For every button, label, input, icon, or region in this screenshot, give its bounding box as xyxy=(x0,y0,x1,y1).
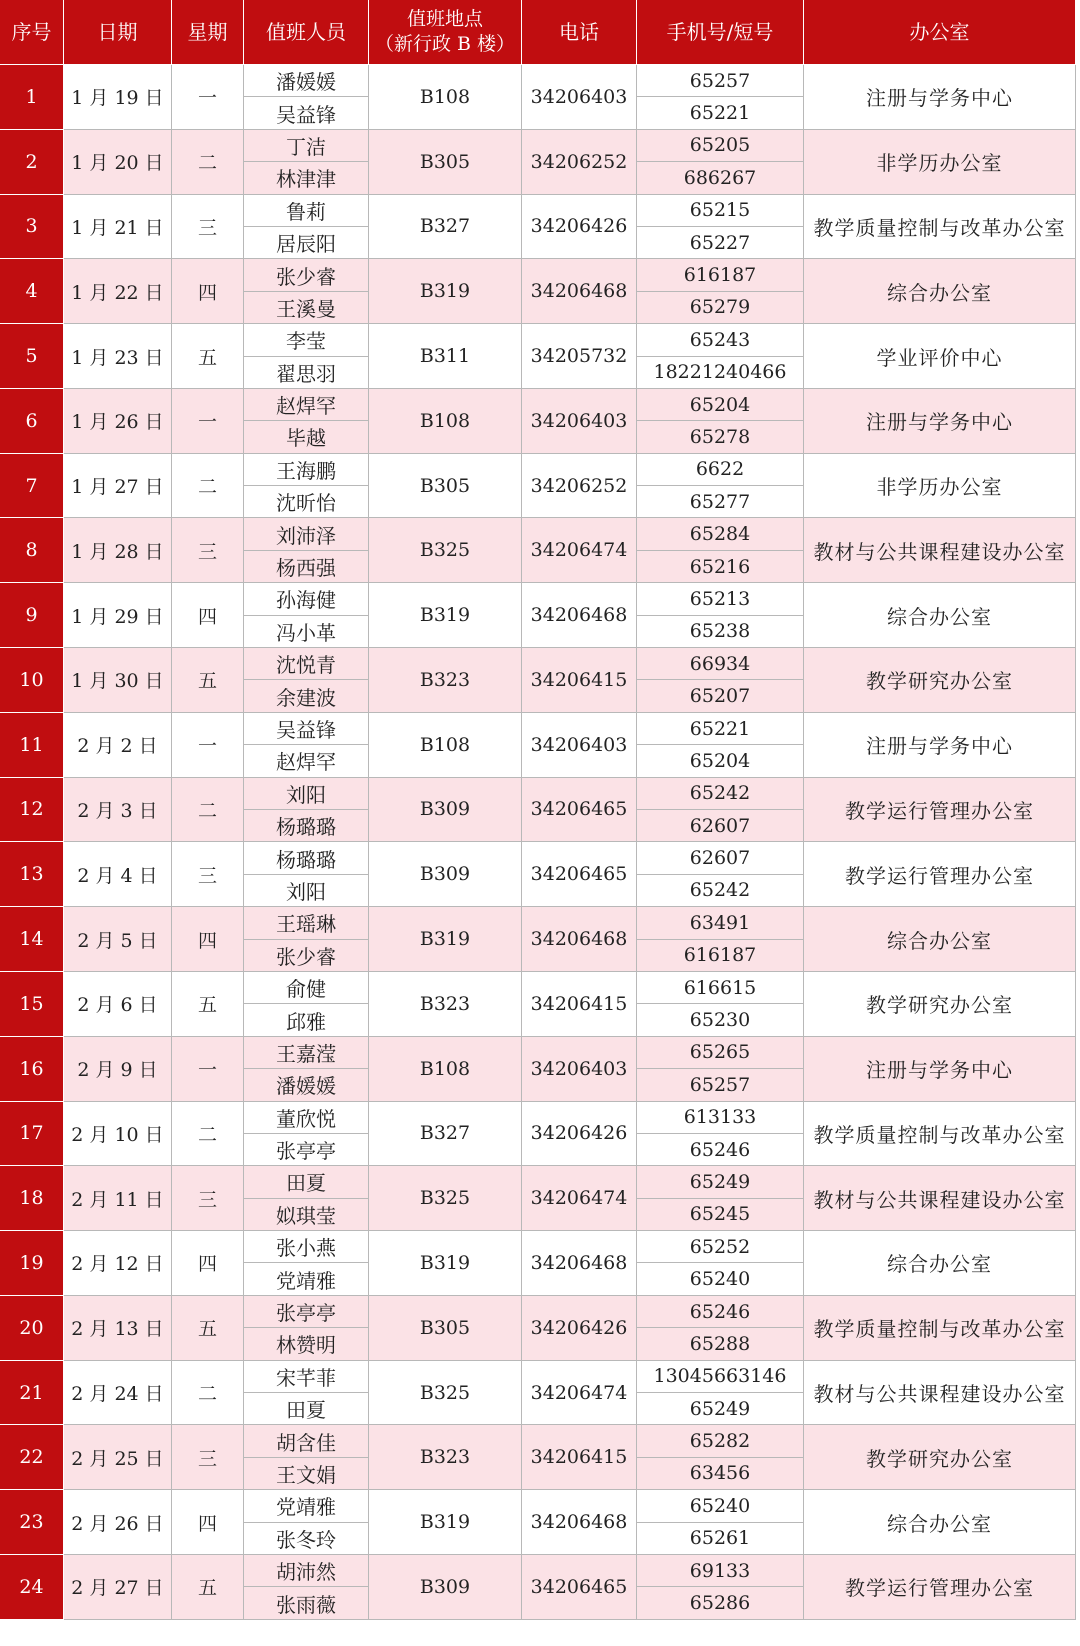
row-weekday: 三 xyxy=(172,518,244,583)
header-weekday: 星期 xyxy=(172,0,244,65)
row-staff-1: 孙海健 xyxy=(244,583,369,615)
row-weekday: 四 xyxy=(172,259,244,324)
row-date: 2 月 9 日 xyxy=(64,1037,172,1102)
header-location-line2: （新行政 B 楼） xyxy=(374,33,516,55)
row-staff-1: 俞健 xyxy=(244,972,369,1004)
row-location: B309 xyxy=(369,842,522,907)
row-phone: 34206468 xyxy=(522,259,637,324)
row-staff-1: 张亭亭 xyxy=(244,1296,369,1328)
row-mobile-1: 616187 xyxy=(637,259,804,291)
row-location: B108 xyxy=(369,1037,522,1102)
row-location: B319 xyxy=(369,1490,522,1555)
row-office: 综合办公室 xyxy=(804,259,1076,324)
row-office: 注册与学务中心 xyxy=(804,1037,1076,1102)
row-phone: 34206474 xyxy=(522,518,637,583)
row-staff-2: 张冬玲 xyxy=(244,1523,369,1555)
row-staff-2: 田夏 xyxy=(244,1393,369,1425)
row-mobile-2: 616187 xyxy=(637,940,804,972)
row-date: 1 月 20 日 xyxy=(64,130,172,195)
row-staff-1: 胡沛然 xyxy=(244,1555,369,1587)
header-mobile: 手机号/短号 xyxy=(637,0,804,65)
row-index: 17 xyxy=(0,1102,64,1167)
row-mobile-1: 13045663146 xyxy=(637,1361,804,1393)
row-location: B323 xyxy=(369,972,522,1037)
row-weekday: 一 xyxy=(172,713,244,778)
row-weekday: 四 xyxy=(172,583,244,648)
row-mobile-1: 65265 xyxy=(637,1037,804,1069)
row-phone: 34206415 xyxy=(522,648,637,713)
row-phone: 34206426 xyxy=(522,1102,637,1167)
row-staff-2: 吴益锋 xyxy=(244,97,369,129)
row-office: 教材与公共课程建设办公室 xyxy=(804,1166,1076,1231)
row-weekday: 二 xyxy=(172,1361,244,1426)
row-index: 12 xyxy=(0,778,64,843)
row-staff-2: 林赞明 xyxy=(244,1328,369,1360)
row-date: 2 月 12 日 xyxy=(64,1231,172,1296)
row-staff-2: 翟思羽 xyxy=(244,357,369,389)
row-index: 11 xyxy=(0,713,64,778)
row-location: B319 xyxy=(369,583,522,648)
row-date: 2 月 10 日 xyxy=(64,1102,172,1167)
row-index: 7 xyxy=(0,454,64,519)
row-location: B325 xyxy=(369,1166,522,1231)
row-weekday: 四 xyxy=(172,907,244,972)
row-location: B309 xyxy=(369,778,522,843)
row-office: 注册与学务中心 xyxy=(804,713,1076,778)
row-staff-1: 杨璐璐 xyxy=(244,842,369,874)
row-staff-2: 余建波 xyxy=(244,680,369,712)
row-weekday: 五 xyxy=(172,972,244,1037)
row-phone: 34206465 xyxy=(522,842,637,907)
header-location-line1: 值班地点 xyxy=(406,8,483,31)
row-location: B305 xyxy=(369,1296,522,1361)
row-office: 教材与公共课程建设办公室 xyxy=(804,518,1076,583)
row-date: 2 月 26 日 xyxy=(64,1490,172,1555)
row-office: 学业评价中心 xyxy=(804,324,1076,389)
row-mobile-1: 65249 xyxy=(637,1166,804,1198)
row-office: 注册与学务中心 xyxy=(804,65,1076,130)
row-office: 教学质量控制与改革办公室 xyxy=(804,1102,1076,1167)
row-index: 19 xyxy=(0,1231,64,1296)
row-location: B325 xyxy=(369,1361,522,1426)
row-staff-1: 赵焊罕 xyxy=(244,389,369,421)
row-weekday: 三 xyxy=(172,195,244,260)
row-location: B323 xyxy=(369,648,522,713)
row-location: B327 xyxy=(369,195,522,260)
row-staff-1: 张小燕 xyxy=(244,1231,369,1263)
row-phone: 34206468 xyxy=(522,583,637,648)
row-date: 2 月 24 日 xyxy=(64,1361,172,1426)
row-mobile-1: 66934 xyxy=(637,648,804,680)
row-office: 非学历办公室 xyxy=(804,454,1076,519)
row-office: 教学质量控制与改革办公室 xyxy=(804,1296,1076,1361)
row-staff-1: 吴益锋 xyxy=(244,713,369,745)
row-mobile-2: 65227 xyxy=(637,227,804,259)
row-staff-1: 鲁莉 xyxy=(244,195,369,227)
row-index: 9 xyxy=(0,583,64,648)
row-mobile-2: 65249 xyxy=(637,1393,804,1425)
row-index: 24 xyxy=(0,1555,64,1620)
row-staff-2: 刘阳 xyxy=(244,875,369,907)
row-location: B108 xyxy=(369,713,522,778)
row-mobile-1: 65221 xyxy=(637,713,804,745)
row-staff-2: 潘媛媛 xyxy=(244,1069,369,1101)
row-index: 14 xyxy=(0,907,64,972)
header-date: 日期 xyxy=(64,0,172,65)
row-mobile-1: 69133 xyxy=(637,1555,804,1587)
header-index: 序号 xyxy=(0,0,64,65)
row-weekday: 五 xyxy=(172,324,244,389)
row-date: 2 月 25 日 xyxy=(64,1425,172,1490)
row-staff-2: 杨璐璐 xyxy=(244,810,369,842)
row-mobile-2: 62607 xyxy=(637,810,804,842)
row-staff-1: 王嘉滢 xyxy=(244,1037,369,1069)
row-staff-1: 胡含佳 xyxy=(244,1425,369,1457)
row-date: 2 月 5 日 xyxy=(64,907,172,972)
row-staff-2: 赵焊罕 xyxy=(244,745,369,777)
row-phone: 34206403 xyxy=(522,389,637,454)
row-mobile-2: 65278 xyxy=(637,421,804,453)
row-mobile-2: 63456 xyxy=(637,1458,804,1490)
row-staff-2: 张雨薇 xyxy=(244,1587,369,1619)
row-mobile-2: 65221 xyxy=(637,97,804,129)
row-mobile-1: 65240 xyxy=(637,1490,804,1522)
row-office: 教学运行管理办公室 xyxy=(804,842,1076,907)
row-staff-1: 张少睿 xyxy=(244,259,369,291)
row-office: 非学历办公室 xyxy=(804,130,1076,195)
header-phone: 电话 xyxy=(522,0,637,65)
row-mobile-2: 65277 xyxy=(637,486,804,518)
row-mobile-2: 65238 xyxy=(637,616,804,648)
row-mobile-1: 65213 xyxy=(637,583,804,615)
row-office: 综合办公室 xyxy=(804,1231,1076,1296)
row-mobile-1: 616615 xyxy=(637,972,804,1004)
row-index: 13 xyxy=(0,842,64,907)
row-mobile-1: 65204 xyxy=(637,389,804,421)
row-weekday: 三 xyxy=(172,1425,244,1490)
row-mobile-1: 65215 xyxy=(637,195,804,227)
row-weekday: 五 xyxy=(172,648,244,713)
row-weekday: 四 xyxy=(172,1231,244,1296)
row-mobile-1: 65284 xyxy=(637,518,804,550)
row-location: B327 xyxy=(369,1102,522,1167)
row-date: 1 月 19 日 xyxy=(64,65,172,130)
row-date: 2 月 6 日 xyxy=(64,972,172,1037)
row-date: 2 月 27 日 xyxy=(64,1555,172,1620)
row-phone: 34206403 xyxy=(522,1037,637,1102)
row-staff-1: 党靖雅 xyxy=(244,1490,369,1522)
row-mobile-2: 65216 xyxy=(637,551,804,583)
row-staff-2: 居辰阳 xyxy=(244,227,369,259)
row-weekday: 四 xyxy=(172,1490,244,1555)
row-staff-2: 邱雅 xyxy=(244,1004,369,1036)
row-staff-1: 宋芊菲 xyxy=(244,1361,369,1393)
row-staff-1: 刘阳 xyxy=(244,778,369,810)
row-staff-2: 林津津 xyxy=(244,162,369,194)
row-staff-1: 丁洁 xyxy=(244,130,369,162)
row-phone: 34206474 xyxy=(522,1166,637,1231)
row-phone: 34206426 xyxy=(522,1296,637,1361)
row-date: 1 月 29 日 xyxy=(64,583,172,648)
row-location: B319 xyxy=(369,259,522,324)
row-phone: 34206252 xyxy=(522,454,637,519)
row-weekday: 二 xyxy=(172,454,244,519)
row-mobile-2: 65288 xyxy=(637,1328,804,1360)
row-staff-2: 杨西强 xyxy=(244,551,369,583)
row-mobile-2: 65204 xyxy=(637,745,804,777)
row-mobile-2: 65242 xyxy=(637,875,804,907)
row-weekday: 五 xyxy=(172,1555,244,1620)
row-phone: 34206468 xyxy=(522,907,637,972)
row-phone: 34206465 xyxy=(522,778,637,843)
row-date: 1 月 22 日 xyxy=(64,259,172,324)
row-date: 2 月 4 日 xyxy=(64,842,172,907)
row-office: 注册与学务中心 xyxy=(804,389,1076,454)
row-office: 教学研究办公室 xyxy=(804,648,1076,713)
row-mobile-2: 65245 xyxy=(637,1199,804,1231)
row-office: 教学运行管理办公室 xyxy=(804,778,1076,843)
row-date: 2 月 2 日 xyxy=(64,713,172,778)
row-index: 15 xyxy=(0,972,64,1037)
row-index: 16 xyxy=(0,1037,64,1102)
row-phone: 34206468 xyxy=(522,1231,637,1296)
row-staff-2: 党靖雅 xyxy=(244,1263,369,1295)
row-mobile-2: 65257 xyxy=(637,1069,804,1101)
row-location: B319 xyxy=(369,907,522,972)
row-phone: 34206468 xyxy=(522,1490,637,1555)
row-staff-1: 沈悦青 xyxy=(244,648,369,680)
row-mobile-2: 18221240466 xyxy=(637,357,804,389)
row-index: 5 xyxy=(0,324,64,389)
row-index: 1 xyxy=(0,65,64,130)
row-staff-1: 王瑶琳 xyxy=(244,907,369,939)
row-location: B325 xyxy=(369,518,522,583)
row-date: 1 月 27 日 xyxy=(64,454,172,519)
row-phone: 34206415 xyxy=(522,972,637,1037)
row-mobile-1: 63491 xyxy=(637,907,804,939)
row-location: B309 xyxy=(369,1555,522,1620)
row-staff-2: 王溪曼 xyxy=(244,292,369,324)
row-staff-1: 潘媛媛 xyxy=(244,65,369,97)
row-phone: 34206426 xyxy=(522,195,637,260)
row-index: 23 xyxy=(0,1490,64,1555)
row-index: 3 xyxy=(0,195,64,260)
row-office: 综合办公室 xyxy=(804,583,1076,648)
row-weekday: 三 xyxy=(172,1166,244,1231)
row-date: 1 月 30 日 xyxy=(64,648,172,713)
row-location: B108 xyxy=(369,65,522,130)
row-date: 1 月 26 日 xyxy=(64,389,172,454)
row-mobile-2: 686267 xyxy=(637,162,804,194)
row-date: 1 月 23 日 xyxy=(64,324,172,389)
row-mobile-2: 65261 xyxy=(637,1523,804,1555)
row-staff-1: 李莹 xyxy=(244,324,369,356)
row-location: B108 xyxy=(369,389,522,454)
row-index: 6 xyxy=(0,389,64,454)
row-mobile-1: 65252 xyxy=(637,1231,804,1263)
row-staff-2: 王文娟 xyxy=(244,1458,369,1490)
row-weekday: 三 xyxy=(172,842,244,907)
row-office: 教学质量控制与改革办公室 xyxy=(804,195,1076,260)
row-weekday: 二 xyxy=(172,1102,244,1167)
row-mobile-2: 65246 xyxy=(637,1134,804,1166)
row-phone: 34206465 xyxy=(522,1555,637,1620)
row-mobile-2: 65230 xyxy=(637,1004,804,1036)
row-mobile-1: 613133 xyxy=(637,1102,804,1134)
row-weekday: 一 xyxy=(172,1037,244,1102)
row-weekday: 一 xyxy=(172,389,244,454)
row-date: 2 月 3 日 xyxy=(64,778,172,843)
row-weekday: 二 xyxy=(172,130,244,195)
row-staff-2: 毕越 xyxy=(244,421,369,453)
row-date: 2 月 11 日 xyxy=(64,1166,172,1231)
header-staff: 值班人员 xyxy=(244,0,369,65)
row-staff-2: 冯小革 xyxy=(244,616,369,648)
row-mobile-1: 65257 xyxy=(637,65,804,97)
row-index: 4 xyxy=(0,259,64,324)
row-index: 2 xyxy=(0,130,64,195)
row-staff-2: 张少睿 xyxy=(244,940,369,972)
row-office: 综合办公室 xyxy=(804,1490,1076,1555)
row-staff-2: 姒琪莹 xyxy=(244,1199,369,1231)
row-index: 10 xyxy=(0,648,64,713)
row-office: 教学运行管理办公室 xyxy=(804,1555,1076,1620)
row-date: 2 月 13 日 xyxy=(64,1296,172,1361)
row-location: B319 xyxy=(369,1231,522,1296)
row-phone: 34205732 xyxy=(522,324,637,389)
row-mobile-1: 65243 xyxy=(637,324,804,356)
row-phone: 34206415 xyxy=(522,1425,637,1490)
row-office: 教学研究办公室 xyxy=(804,1425,1076,1490)
header-location xyxy=(369,0,522,65)
row-phone: 34206474 xyxy=(522,1361,637,1426)
row-mobile-2: 65279 xyxy=(637,292,804,324)
row-date: 1 月 21 日 xyxy=(64,195,172,260)
row-index: 18 xyxy=(0,1166,64,1231)
row-staff-1: 董欣悦 xyxy=(244,1102,369,1134)
row-mobile-1: 65242 xyxy=(637,778,804,810)
row-mobile-2: 65240 xyxy=(637,1263,804,1295)
row-weekday: 五 xyxy=(172,1296,244,1361)
row-mobile-1: 65282 xyxy=(637,1425,804,1457)
row-office: 教学研究办公室 xyxy=(804,972,1076,1037)
header-office: 办公室 xyxy=(804,0,1076,65)
row-index: 22 xyxy=(0,1425,64,1490)
row-location: B305 xyxy=(369,130,522,195)
row-office: 教材与公共课程建设办公室 xyxy=(804,1361,1076,1426)
row-mobile-2: 65286 xyxy=(637,1587,804,1619)
row-office: 综合办公室 xyxy=(804,907,1076,972)
row-location: B323 xyxy=(369,1425,522,1490)
row-location: B305 xyxy=(369,454,522,519)
row-mobile-1: 62607 xyxy=(637,842,804,874)
row-staff-1: 王海鹏 xyxy=(244,454,369,486)
row-index: 8 xyxy=(0,518,64,583)
row-staff-1: 刘沛泽 xyxy=(244,518,369,550)
row-mobile-1: 65246 xyxy=(637,1296,804,1328)
row-staff-1: 田夏 xyxy=(244,1166,369,1198)
row-staff-2: 张亭亭 xyxy=(244,1134,369,1166)
row-date: 1 月 28 日 xyxy=(64,518,172,583)
row-mobile-1: 6622 xyxy=(637,454,804,486)
row-phone: 34206252 xyxy=(522,130,637,195)
row-index: 20 xyxy=(0,1296,64,1361)
row-mobile-2: 65207 xyxy=(637,680,804,712)
row-mobile-1: 65205 xyxy=(637,130,804,162)
row-location: B311 xyxy=(369,324,522,389)
row-phone: 34206403 xyxy=(522,65,637,130)
row-index: 21 xyxy=(0,1361,64,1426)
row-weekday: 一 xyxy=(172,65,244,130)
row-phone: 34206403 xyxy=(522,713,637,778)
row-weekday: 二 xyxy=(172,778,244,843)
row-staff-2: 沈昕怡 xyxy=(244,486,369,518)
